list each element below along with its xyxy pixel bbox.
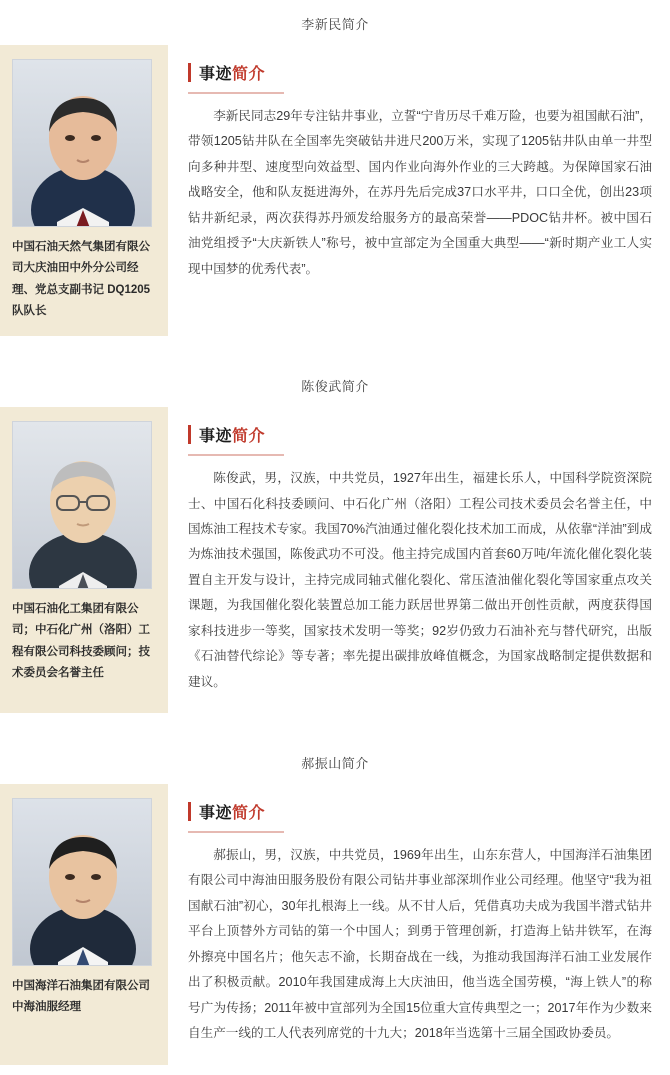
section-title-dark-1: 事迹 [199,66,233,83]
person-block-3 [0,784,670,1065]
person-title-2: 陈俊武简介 [301,379,369,395]
person-block-2 [0,407,670,713]
section-header-2 [182,423,654,446]
person-title-1: 李新民简介 [301,17,369,32]
section-title-dark-2: 事迹 [199,428,233,446]
section-title-red-3: 简介 [232,805,266,822]
red-accent-bar-icon [188,63,191,82]
photo-caption-2: 中国石油化工集团有限公司；中石化广州（洛阳）工程有限公司科技委顾问；技术委员会名誉主任 [12,603,150,679]
photo-column-1 [0,45,168,336]
section-title-dark-3: 事迹 [199,805,233,822]
biography-text-2: 陈俊武，男，汉族，中共党员，1927年出生，福建长乐人，中国科学院资深院士、中国石化科技委顾问、中石化广州（洛阳）工程公司技术委员会名誉主任，中国炼油工程技术专家。我国70%汽油通过催化裂化技术加工而成，从依靠“洋油”到成为炼油技术强国，陈俊武功不可没。他主持完成国内首套60万吨/年流化催化裂化装置自主开发与设计，主持完成同轴式催化裂化、常压渣油催化裂化等国家重点攻关课题，为我国催化裂化装置总加工能力跃居世界第二做出开创性贡献，两度获得国家科技进步一等奖，国家技术发明一等奖；92岁仍致力石油补充与替代研究，出版《石油替代综论》等专著；率先提出碳排放峰值概念，为国家战略制定提供数据和建议。 [188,471,652,689]
biography-text-3: 郝振山，男，汉族，中共党员，1969年出生，山东东营人，中国海洋石油集团有限公司中海油田服务股份有限公司钻井事业部深圳作业公司经理。他坚守“我为祖国献石油”初心，30年扎根海上一线。从不甘人后，凭借真功夫成为我国半潜式钻井平台上顶替外方司钻的第一个中国人；到勇于管理创新，打造海上钻井铁军，在海外擦亮中国名片；他矢志不渝，长期奋战在一线，为推动我国海洋石油工业发展作出了积极贡献。2010年我国建成海上大庆油田，他当选全国劳模，“海上铁人”的称号广为传扬；2011年被中宣部列为全国15位重大宣传典型之一；2017年作为少数来自生产一线的工人代表列席党的十九大；2018年当选第十三届全国政协委员。 [188,848,652,1041]
section-spacer-1 [0,336,670,362]
section-header-3 [182,800,654,823]
biography-text-1: 李新民同志29年专注钻井事业，立誓“宁肯历尽千难万险，也要为祖国献石油”，带领1205钻井队在全国率先突破钻井进尺200万米，实现了1205钻井队由单一井型向多种井型、速度型向效益型、国内作业向海外作业的三大跨越。为保障国家石油战略安全，他和队友挺进海外，在苏丹先后完成37口水平井，口口全优，创出23项钻井新纪录，两次获得苏丹颁发给服务方的最高荣誉——PDOC钻井杯。被中国石油党组授予“大庆新铁人”称号，被中宣部定为全国重大典型——“新时期产业工人实现中国梦的优秀代表”。 [188,109,652,276]
section-title-red-1: 简介 [232,66,266,83]
photo-caption-1: 中国石油天然气集团有限公司大庆油田中外分公司经理、党总支副书记 DQ1205队队长 [12,241,151,317]
section-underline-3 [188,831,284,833]
portrait-photo-1 [12,59,152,227]
content-column-1 [168,45,670,336]
section-header-1 [182,61,654,84]
photo-column-3 [0,784,168,1065]
section-underline-2 [188,454,284,456]
photo-caption-3: 中国海洋石油集团有限公司中海油服经理 [12,980,150,1014]
person-title-3: 郝振山简介 [301,756,369,771]
section-underline-1 [188,92,284,94]
photo-column-2 [0,407,168,713]
section-spacer-2 [0,713,670,739]
page-bottom-spacer [0,1065,670,1075]
content-column-3 [168,784,670,1065]
portrait-photo-3 [12,798,152,966]
red-accent-bar-icon [188,802,191,821]
person-block-1 [0,45,670,336]
red-accent-bar-icon [188,425,191,444]
portrait-photo-2 [12,421,152,589]
section-title-red-2: 简介 [232,428,266,446]
content-column-2 [168,407,670,713]
